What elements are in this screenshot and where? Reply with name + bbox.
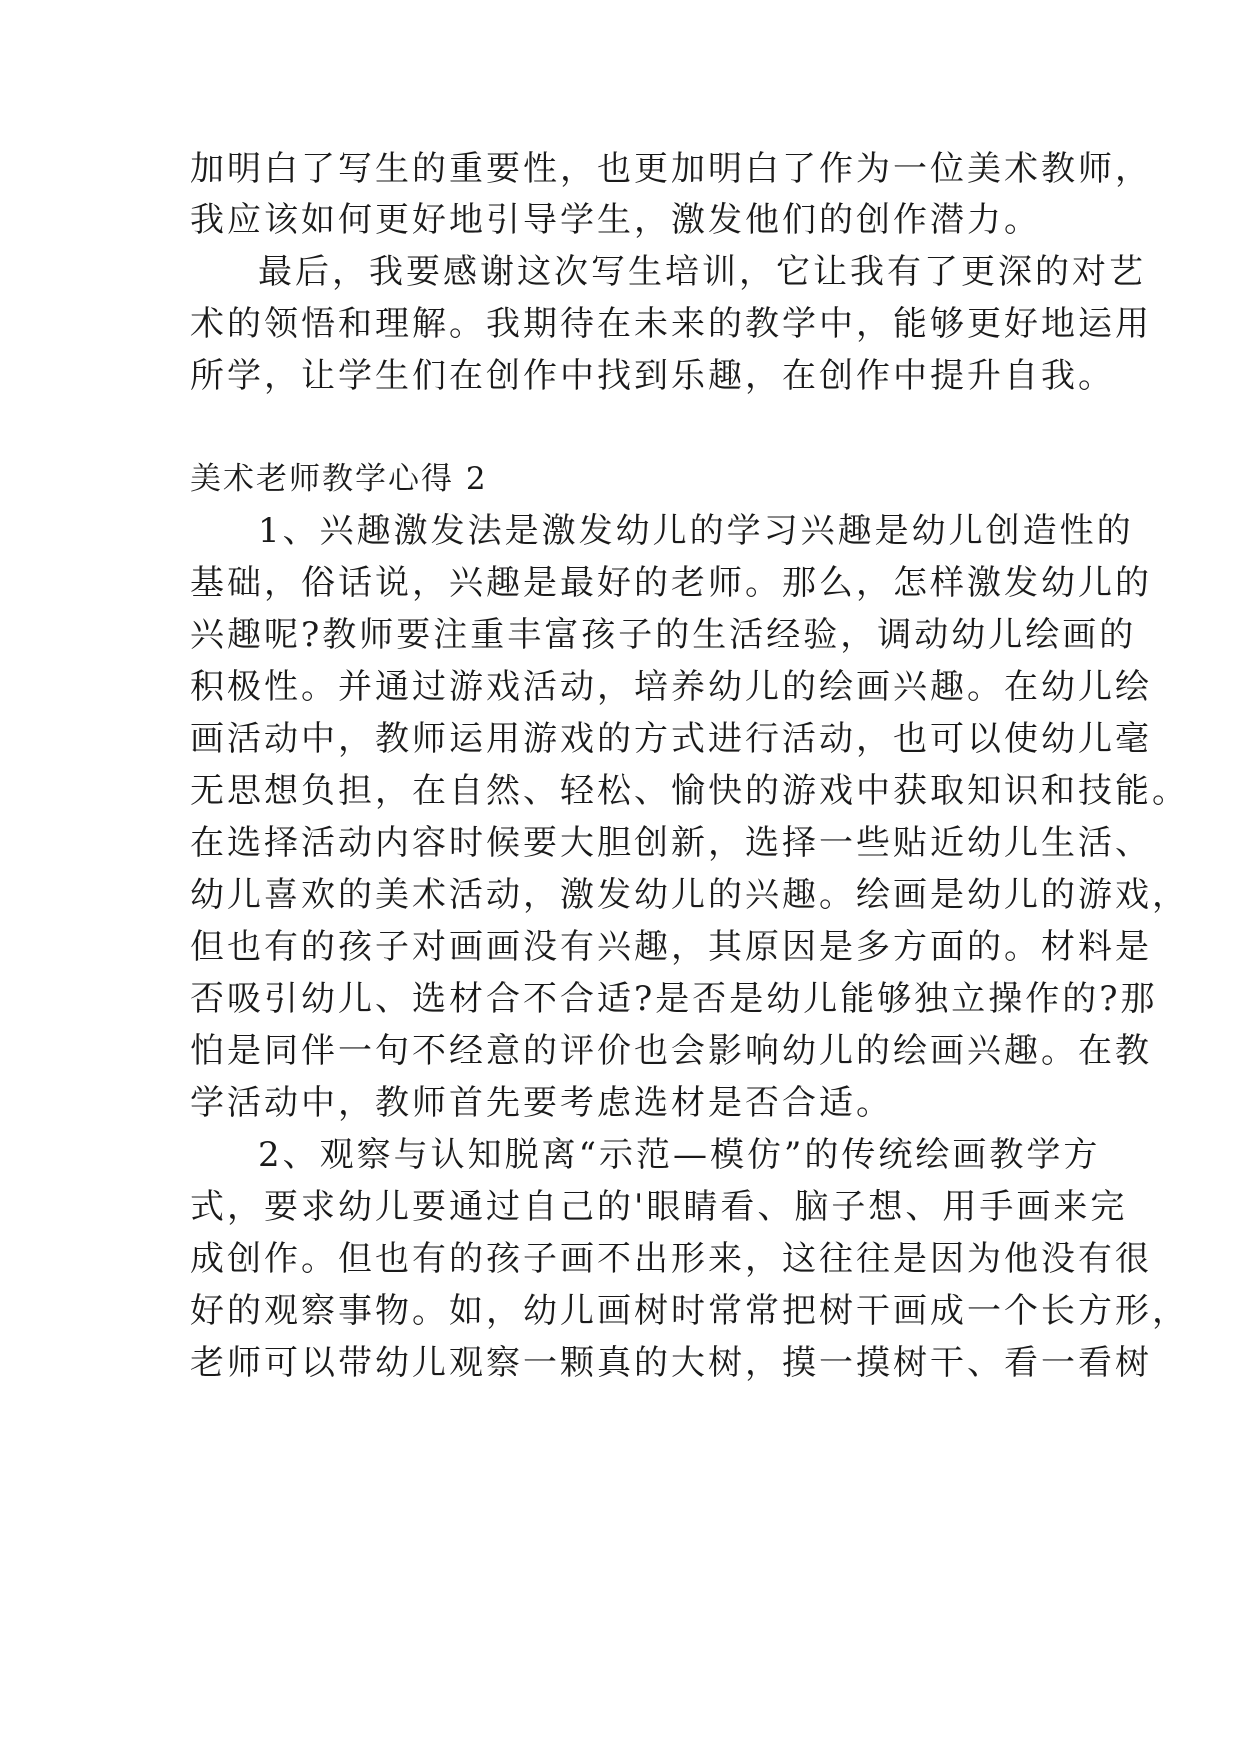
paragraph-3-line-4: 积极性。并通过游戏活动，培养幼儿的绘画兴趣。在幼儿绘 bbox=[190, 667, 1152, 707]
paragraph-1-line-2: 我应该如何更好地引导学生，激发他们的创作潜力。 bbox=[190, 200, 1041, 240]
paragraph-3-line-5: 画活动中，教师运用游戏的方式进行活动，也可以使幼儿毫 bbox=[190, 719, 1152, 759]
paragraph-3-line-1: 1、兴趣激发法是激发幼儿的学习兴趣是幼儿创造性的 bbox=[258, 511, 1134, 551]
paragraph-3-line-9: 但也有的孩子对画画没有兴趣，其原因是多方面的。材料是 bbox=[190, 927, 1152, 967]
paragraph-3-line-7: 在选择活动内容时候要大胆创新，选择一些贴近幼儿生活、 bbox=[190, 823, 1152, 863]
paragraph-2-line-1: 最后，我要感谢这次写生培训，它让我有了更深的对艺 bbox=[258, 252, 1146, 292]
paragraph-1-line-1: 加明白了写生的重要性，也更加明白了作为一位美术教师， bbox=[190, 149, 1152, 189]
paragraph-3-line-3: 兴趣呢?教师要注重丰富孩子的生活经验，调动幼儿绘画的 bbox=[190, 615, 1137, 655]
paragraph-3-line-12: 学活动中，教师首先要考虑选材是否合适。 bbox=[190, 1083, 893, 1123]
paragraph-3-line-8: 幼儿喜欢的美术活动，激发幼儿的兴趣。绘画是幼儿的游戏， bbox=[190, 875, 1189, 915]
paragraph-4-line-3: 成创作。但也有的孩子画不出形来，这往往是因为他没有很 bbox=[190, 1239, 1152, 1279]
paragraph-3-line-2: 基础，俗话说，兴趣是最好的老师。那么，怎样激发幼儿的 bbox=[190, 563, 1152, 603]
paragraph-4-line-5: 老师可以带幼儿观察一颗真的大树，摸一摸树干、看一看树 bbox=[190, 1343, 1152, 1383]
paragraph-2-line-2: 术的领悟和理解。我期待在未来的教学中，能够更好地运用 bbox=[190, 304, 1152, 344]
paragraph-4-line-1: 2、观察与认知脱离“示范—模仿”的传统绘画教学方 bbox=[258, 1135, 1101, 1175]
paragraph-3-line-11: 怕是同伴一句不经意的评价也会影响幼儿的绘画兴趣。在教 bbox=[190, 1031, 1152, 1071]
section-heading: 美术老师教学心得 2 bbox=[190, 461, 488, 497]
paragraph-4-line-2: 式，要求幼儿要通过自己的'眼睛看、脑子想、用手画来完 bbox=[190, 1187, 1128, 1227]
paragraph-3-line-6: 无思想负担，在自然、轻松、愉快的游戏中获取知识和技能。 bbox=[190, 771, 1189, 811]
paragraph-4-line-4: 好的观察事物。如，幼儿画树时常常把树干画成一个长方形， bbox=[190, 1291, 1189, 1331]
paragraph-2-line-3: 所学，让学生们在创作中找到乐趣，在创作中提升自我。 bbox=[190, 356, 1115, 396]
paragraph-3-line-10: 否吸引幼儿、选材合不合适?是否是幼儿能够独立操作的?那 bbox=[190, 979, 1158, 1019]
